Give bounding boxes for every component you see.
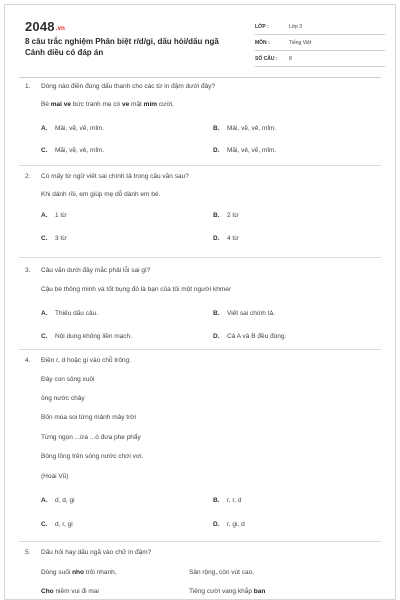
sentence-part: Bé: [41, 101, 51, 108]
option-b[interactable]: [213, 310, 275, 317]
option-letter: D.: [213, 235, 220, 242]
option-text: d, r, gi: [55, 521, 73, 528]
option-letter: C.: [41, 235, 48, 242]
poem-line: Bóng lồng trên sóng nước chơi vơi.: [41, 453, 144, 460]
option-a[interactable]: [41, 310, 98, 317]
question-sentence: Khi dánh rồi, em giúp mẹ dỗ dành em bé.: [41, 191, 161, 198]
question-text: Điền r, d hoặc gi vào chỗ trống:: [41, 357, 131, 364]
meta-row-grade: [255, 19, 385, 35]
question-1: [25, 83, 385, 163]
option-text: 2 từ: [227, 212, 239, 219]
option-text: 3 từ: [55, 235, 67, 242]
option-d[interactable]: [213, 333, 286, 340]
bold-word: nho: [72, 569, 84, 576]
option-text: Mải, vẽ, vẻ, mỉm.: [227, 125, 277, 132]
option-c[interactable]: [41, 521, 73, 528]
option-letter: B.: [213, 310, 220, 317]
option-c[interactable]: [41, 333, 132, 340]
option-text: Cả A và B đều đúng.: [227, 333, 287, 340]
question-2: [25, 173, 385, 253]
meta-label: LỚP :: [255, 23, 269, 30]
option-letter: C.: [41, 521, 48, 528]
option-letter: D.: [213, 333, 220, 340]
option-letter: B.: [213, 212, 220, 219]
logo-suffix: .vn: [55, 26, 66, 32]
option-d[interactable]: [213, 235, 239, 242]
option-letter: A.: [41, 125, 48, 132]
question-text: Dòng nào điền đúng dấu thanh cho các từ in đậm dưới đây?: [41, 83, 216, 90]
question-number: 3.: [25, 267, 31, 274]
option-letter: D.: [213, 521, 220, 528]
option-b[interactable]: [213, 497, 241, 504]
option-a[interactable]: [41, 497, 75, 504]
poem-author: (Hoài Vũ): [41, 473, 69, 480]
question-text: Dấu hỏi hay dấu ngã vào chữ in đậm?: [41, 549, 152, 556]
poem-part: trôi nhanh,: [84, 569, 117, 576]
meta-row-count: [255, 51, 385, 67]
poem-part: Dòng suối: [41, 569, 73, 576]
option-d[interactable]: [213, 521, 245, 528]
option-letter: C.: [41, 333, 48, 340]
poem-line: Đây con sông xuôi: [41, 376, 95, 383]
question-stem: [25, 173, 189, 180]
option-b[interactable]: [213, 212, 239, 219]
meta-label: MÔN :: [255, 39, 270, 46]
question-stem: [25, 83, 215, 90]
question-stem: [25, 549, 151, 556]
option-letter: D.: [213, 147, 220, 154]
option-a[interactable]: [41, 125, 104, 132]
option-text: d, d, gi: [55, 497, 75, 504]
bold-word: mai ve: [50, 101, 72, 108]
sentence-part: bức tranh mẹ có: [71, 101, 122, 108]
bold-word: mim: [143, 101, 158, 108]
option-letter: A.: [41, 497, 48, 504]
poem-line-right: [189, 588, 265, 595]
poem-line-left: [41, 588, 99, 595]
bold-word: Cho: [41, 588, 54, 595]
option-text: Nội dung không liền mạch.: [55, 333, 132, 340]
question-divider: [19, 165, 381, 166]
question-3: [25, 267, 385, 347]
question-number: 2.: [25, 173, 31, 180]
question-sentence: Cậu bé thông minh và tốt bụng đó là bạn của tôi một người khmer: [41, 286, 232, 293]
question-sentence: [41, 101, 174, 108]
poem-line-right: [189, 569, 254, 576]
option-letter: B.: [213, 497, 220, 504]
document-title: 8 câu trắc nghiệm Phân biệt r/d/gi, dấu hỏi/dấu ngã Cánh diều có đáp án: [25, 37, 219, 57]
bold-word: ve: [121, 101, 130, 108]
header: [5, 5, 395, 83]
question-divider: [19, 257, 381, 258]
question-stem: [25, 357, 131, 364]
option-text: 1 từ: [55, 212, 67, 219]
meta-value: Lớp 3: [289, 23, 303, 30]
question-stem: [25, 267, 150, 274]
option-text: Mãi, vẻ, vẽ, mỉm.: [227, 147, 277, 154]
question-number: 4.: [25, 357, 31, 364]
poem-part: niềm vui đi mai: [53, 588, 99, 595]
question-divider: [19, 541, 381, 542]
poem-part: Sân rộng, còn vút cao,: [189, 569, 255, 576]
question-number: 5.: [25, 549, 31, 556]
question-4: [25, 357, 385, 537]
option-a[interactable]: [41, 212, 67, 219]
option-text: r, r, d: [227, 497, 242, 504]
option-letter: B.: [213, 125, 220, 132]
header-divider: [19, 77, 381, 78]
question-text: Có mấy từ ngữ viết sai chính tả trong câu văn sau?: [41, 173, 189, 180]
question-text: Câu văn dưới đây mắc phải lỗi sai gì?: [41, 267, 151, 274]
sentence-part: mặt: [129, 101, 144, 108]
sentence-part: cười.: [157, 101, 174, 108]
poem-line: Từng ngọn ...ừa ...ó đưa phe phẩy: [41, 434, 141, 441]
option-b[interactable]: [213, 125, 276, 132]
poem-line: òng nước chảy: [41, 395, 85, 402]
option-text: r, gi, d: [227, 521, 245, 528]
poem-line: Bốn mùa soi từng mảnh mây trời: [41, 414, 136, 421]
meta-value: Tiếng Việt: [289, 39, 312, 46]
option-text: Mãi, vẽ, vẻ, mỉm.: [55, 147, 105, 154]
question-number: 1.: [25, 83, 31, 90]
option-letter: A.: [41, 310, 48, 317]
meta-label: SỐ CÂU :: [255, 55, 278, 62]
option-letter: A.: [41, 212, 48, 219]
option-text: Mải, vẽ, vẽ, mỉm.: [55, 125, 105, 132]
meta-row-subject: [255, 35, 385, 51]
question-5: [25, 549, 385, 600]
poem-line-left: [41, 569, 117, 576]
bold-word: ban: [253, 588, 266, 595]
option-d[interactable]: [213, 147, 276, 154]
worksheet-page: [4, 4, 396, 600]
option-c[interactable]: [41, 235, 67, 242]
meta-value: 8: [289, 55, 292, 62]
option-text: Thiếu dấu câu.: [55, 310, 99, 317]
option-letter: C.: [41, 147, 48, 154]
option-text: 4 từ: [227, 235, 239, 242]
meta-table: [255, 19, 385, 67]
logo-main: 2048: [25, 19, 55, 34]
question-divider: [19, 349, 381, 350]
site-logo[interactable]: [25, 19, 65, 34]
option-text: Viết sai chính tả.: [227, 310, 275, 317]
poem-part: Tiếng cười vang khắp: [189, 588, 254, 595]
option-c[interactable]: [41, 147, 104, 154]
